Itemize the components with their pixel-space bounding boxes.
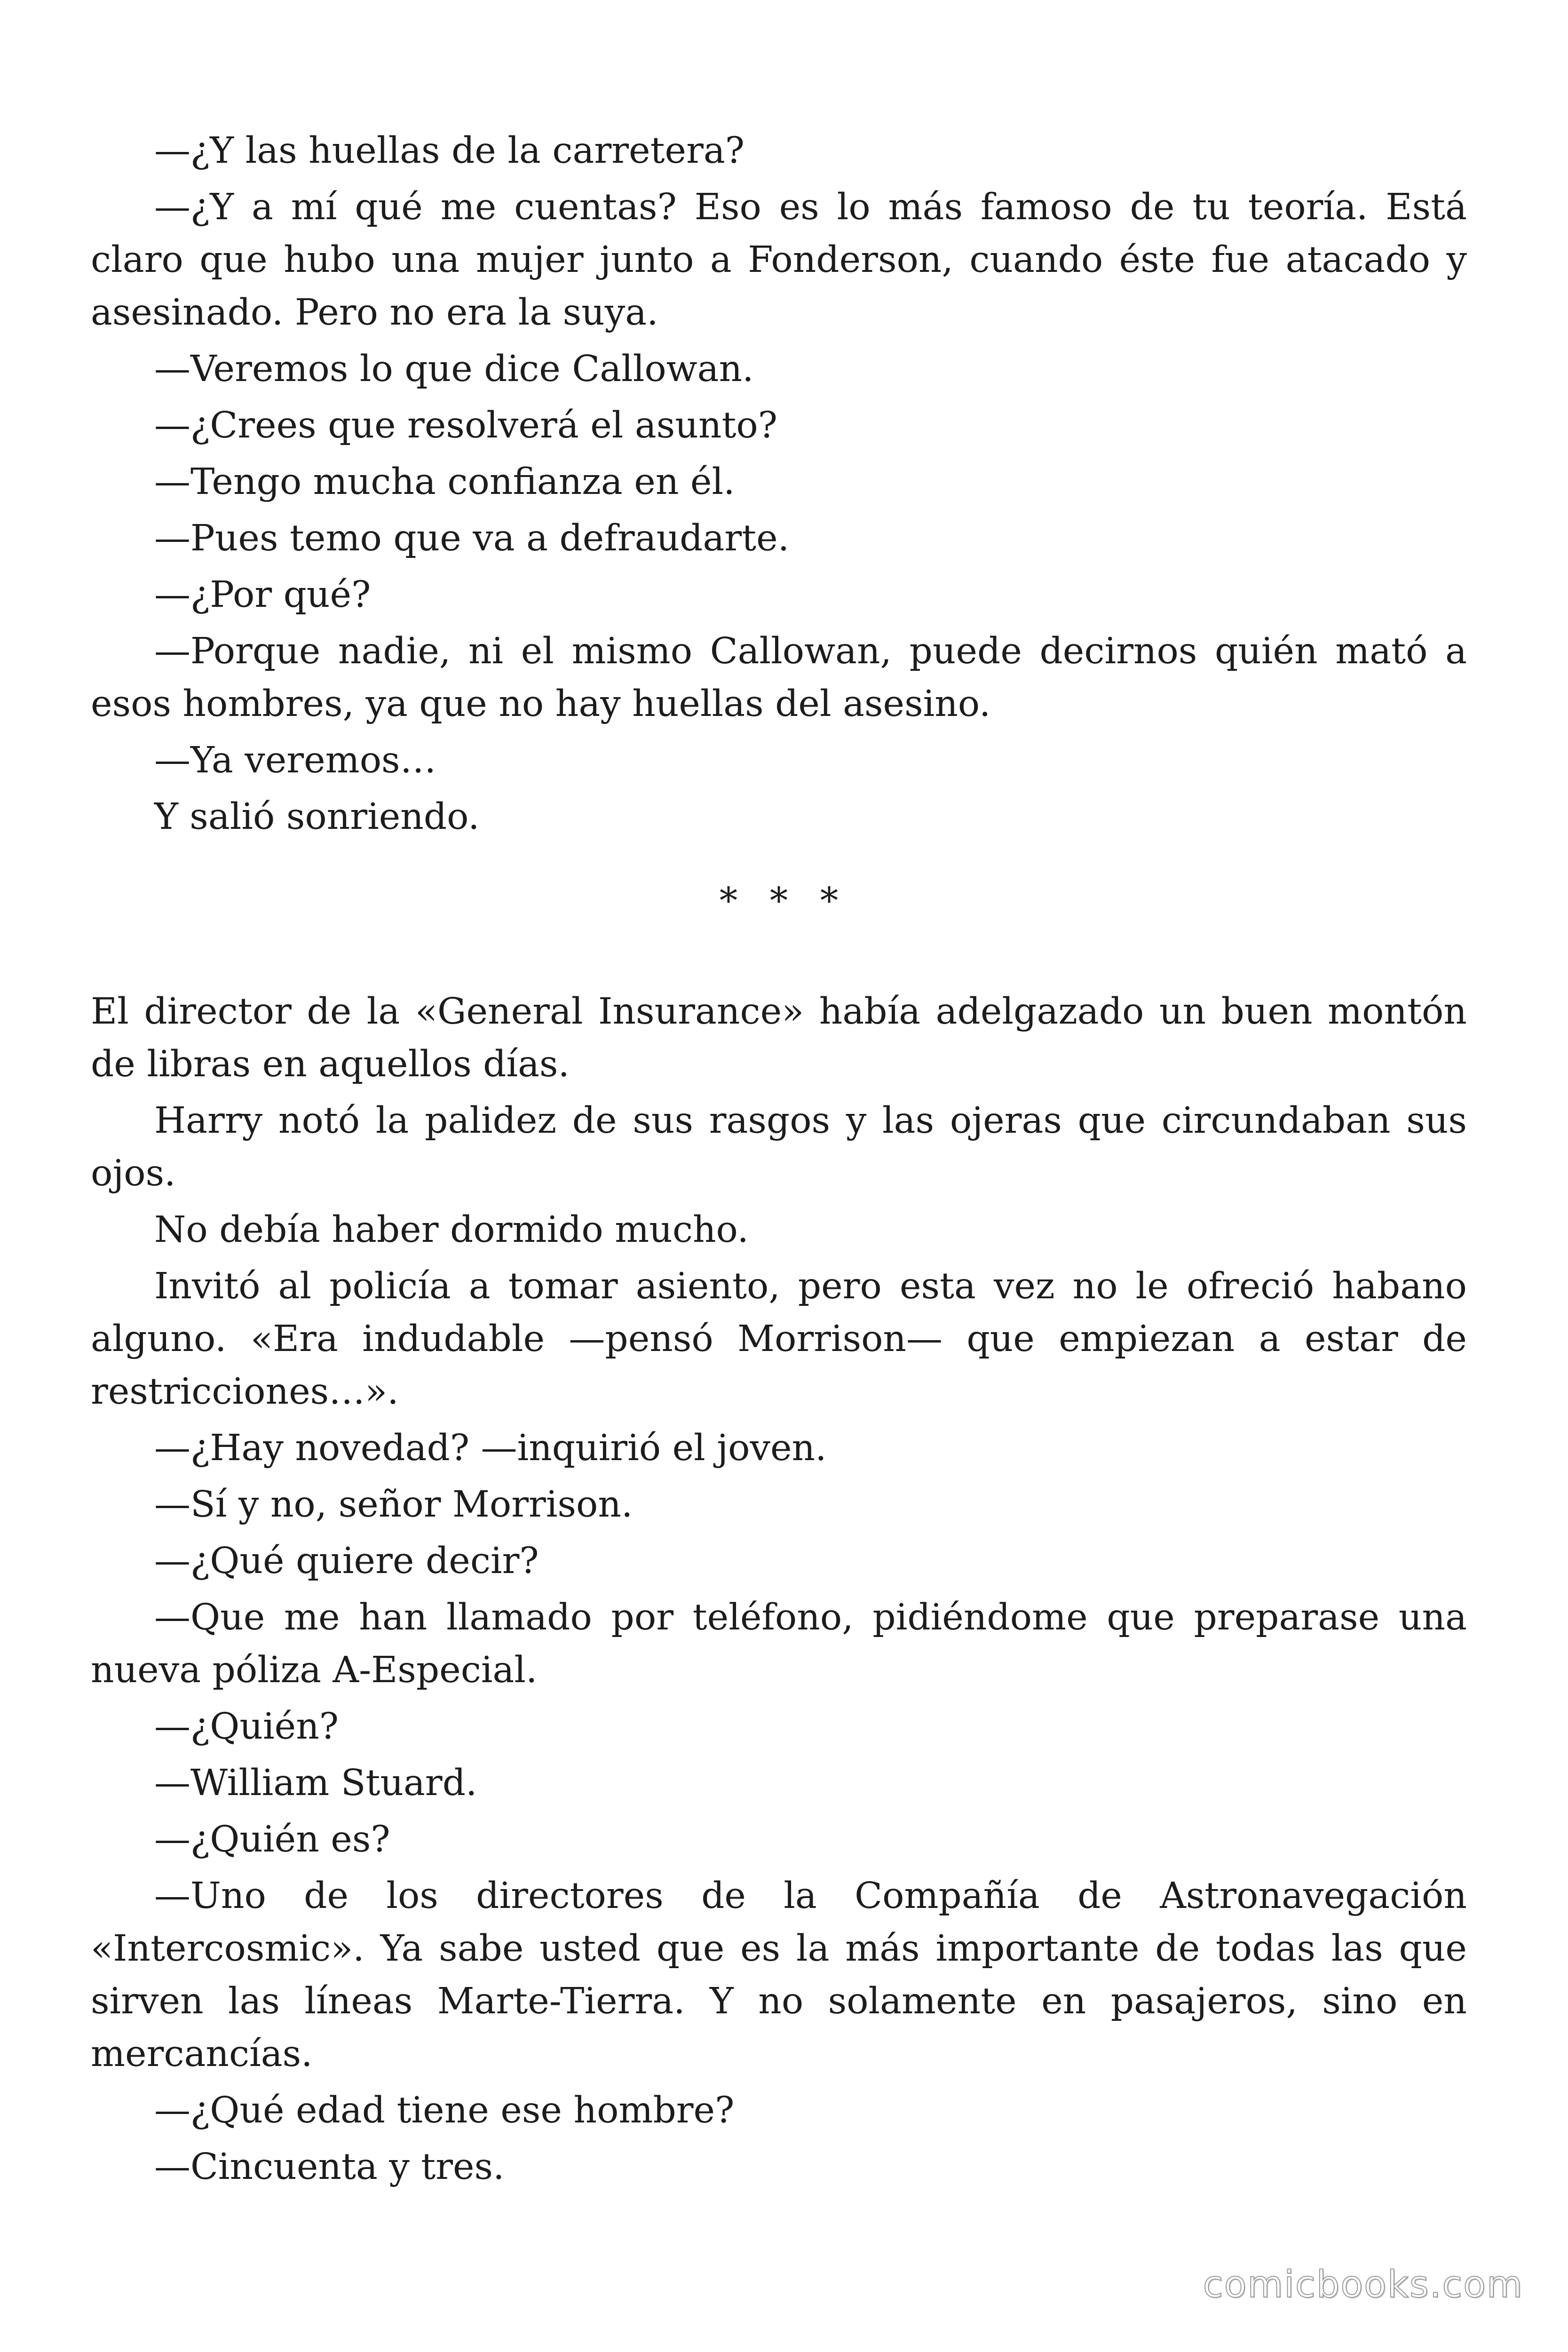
paragraph: Invitó al policía a tomar asiento, pero esta vez no le ofreció habano alguno. «Era indudable —pensó Morrison— que empiezan a estar de restricciones…». (91, 1265, 1467, 1413)
watermark: comicbooks.com (1203, 2264, 1523, 2306)
paragraph: —Uno de los directores de la Compañía de Astronavegación «Intercosmic». Ya sabe usted que es la más importante de todas las que sirven las líneas Marte-Tierra. Y no solamente en pasajeros, sino en mercancías. (91, 1875, 1467, 2075)
paragraph: —Ya veremos… (154, 739, 436, 781)
paragraph: —Veremos lo que dice Callowan. (154, 348, 754, 390)
paragraph: —Tengo mucha confianza en él. (154, 461, 735, 503)
paragraph: Harry notó la palidez de sus rasgos y las ojeras que circundaban sus ojos. (91, 1100, 1467, 1194)
paragraph: —¿Crees que resolverá el asunto? (154, 405, 778, 446)
paragraph: Y salió sonriendo. (154, 796, 480, 838)
paragraph: —¿Qué edad tiene ese hombre? (154, 2090, 735, 2131)
paragraph: —¿Quién es? (154, 1819, 390, 1860)
paragraph: —Sí y no, señor Morrison. (154, 1484, 633, 1526)
paragraph: —William Stuard. (154, 1762, 477, 1804)
text-block-dialogue (91, 125, 1467, 847)
paragraph: —¿Qué quiere decir? (154, 1540, 539, 1582)
paragraph: —¿Hay novedad? —inquirió el joven. (154, 1427, 827, 1469)
paragraph: —¿Quién? (154, 1706, 339, 1748)
text-block-new-scene (91, 985, 1467, 2197)
scene-break: * * * (719, 880, 849, 922)
paragraph: —Porque nadie, ni el mismo Callowan, puede decirnos quién mató a esos hombres, ya que no hay huellas del asesino. (91, 630, 1467, 725)
paragraph: —Pues temo que va a defraudarte. (154, 517, 790, 559)
paragraph: No debía haber dormido mucho. (154, 1209, 749, 1251)
paragraph-opening: El director de la «General Insurance» había adelgazado un buen montón de libras en aquellos días. (91, 991, 1467, 1085)
paragraph: —Que me han llamado por teléfono, pidiéndome que preparase una nueva póliza A-Especial. (91, 1597, 1467, 1691)
paragraph: —Cincuenta y tres. (154, 2146, 505, 2188)
paragraph: —¿Y a mí qué me cuentas? Eso es lo más famoso de tu teoría. Está claro que hubo una mujer junto a Fonderson, cuando éste fue atacado y asesinado. Pero no era la suya. (91, 186, 1467, 334)
paragraph: —¿Y las huellas de la carretera? (154, 130, 745, 172)
paragraph: —¿Por qué? (154, 574, 371, 616)
